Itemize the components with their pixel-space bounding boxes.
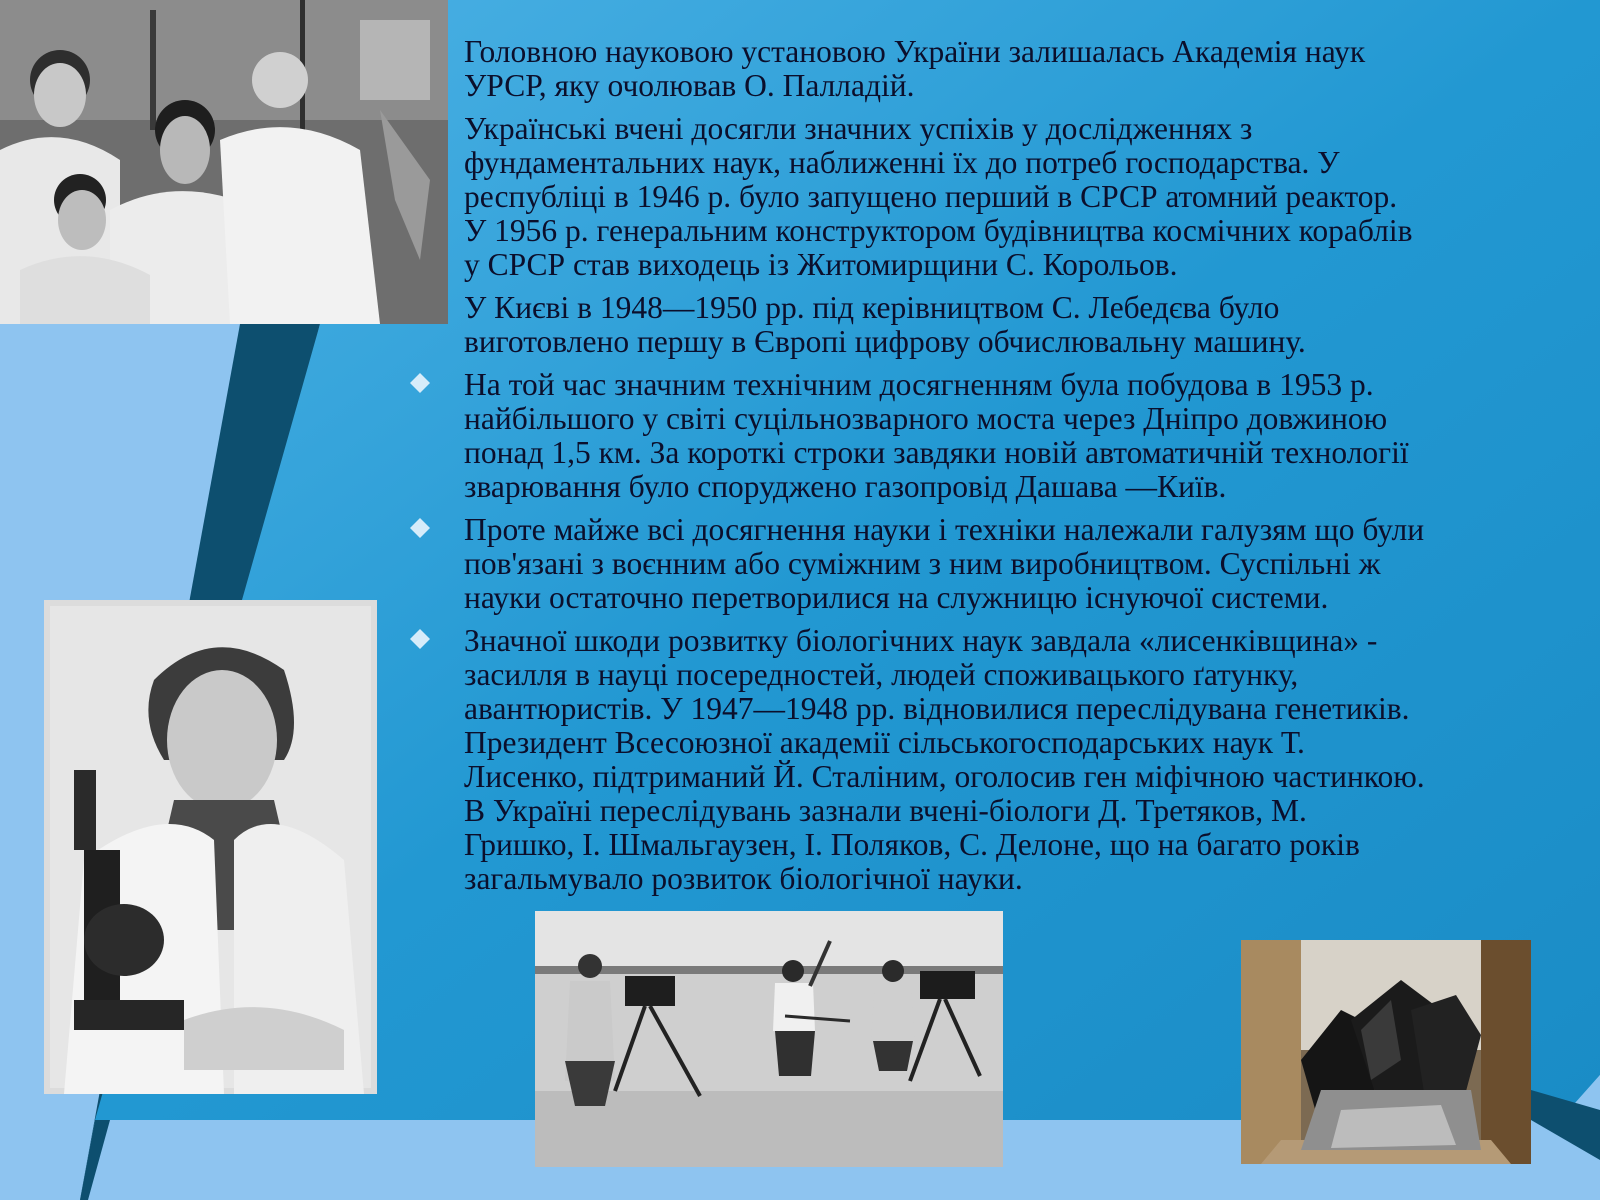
diamond-bullet-icon [409, 628, 431, 650]
text-line: республіці в 1946 р. було запущено перший в СРСР атомний реактор. [464, 179, 1398, 214]
paragraph-4 [405, 368, 1575, 504]
woman-with-microscope-photo [44, 600, 377, 1094]
lab-scientists-photo [0, 0, 448, 324]
text-line: Гришко, І. Шмальгаузен, І. Поляков, С. Делоне, що на багато років [464, 827, 1360, 862]
text-line: засилля в науці посередностей, людей споживацького ґатунку, [464, 657, 1299, 692]
film-crew-in-water-photo [535, 911, 1003, 1167]
diamond-bullet-icon [409, 372, 431, 394]
text-line: зварювання було споруджено газопровід Дашава —Київ. [464, 469, 1227, 504]
text-line: На той час значним технічним досягненням була побудова в 1953 р. [464, 367, 1374, 402]
paragraph-2 [405, 112, 1575, 282]
text-line: фундаментальних наук, наближенні їх до потреб господарства. У [464, 145, 1340, 180]
text-line: У 1956 р. генеральним конструктором будівництва космічних кораблів [464, 213, 1413, 248]
quartz-crystal-photo [1241, 940, 1531, 1164]
text-line: загальмувало розвиток біологічної науки. [464, 861, 1023, 896]
text-line: найбільшого у світі суцільнозварного моста через Дніпро довжиною [464, 401, 1388, 436]
text-line: виготовлено першу в Європі цифрову обчислювальну машину. [464, 324, 1306, 359]
text-line: пов'язані з воєнним або суміжним з ним виробництвом. Суспільні ж [464, 546, 1381, 581]
diamond-bullet-icon [409, 517, 431, 539]
text-line: Проте майже всі досягнення науки і техніки належали галузям що були [464, 512, 1425, 547]
text-line: У Києві в 1948—1950 рр. під керівництвом С. Лебедєва було [464, 290, 1280, 325]
text-line: В Україні переслідувань зазнали вчені-біологи Д. Третяков, М. [464, 793, 1307, 828]
text-line: у СРСР став виходець із Житомирщини С. Корольов. [464, 247, 1178, 282]
slide-text-body [405, 35, 1575, 905]
paragraph-5 [405, 513, 1575, 615]
paragraph-3 [405, 291, 1575, 359]
text-line: Головною науковою установою України залишалась Академія наук [464, 34, 1366, 69]
text-line: науки остаточно перетворилися на служницю існуючої системи. [464, 580, 1329, 615]
text-line: Українські вчені досягли значних успіхів у дослідженнях з [464, 111, 1253, 146]
text-line: УРСР, яку очолював О. Палладій. [464, 68, 915, 103]
text-line: авантюристів. У 1947—1948 рр. відновилися переслідувана генетиків. [464, 691, 1410, 726]
text-line: Значної шкоди розвитку біологічних наук завдала «лисенківщина» - [464, 623, 1378, 658]
text-line: Президент Всесоюзної академії сільськогосподарських наук Т. [464, 725, 1305, 760]
paragraph-6 [405, 624, 1575, 896]
paragraph-1 [405, 35, 1575, 103]
text-line: Лисенко, підтриманий Й. Сталіним, оголосив ген міфічною частинкою. [464, 759, 1425, 794]
text-line: понад 1,5 км. За короткі строки завдяки новій автоматичній технології [464, 435, 1409, 470]
